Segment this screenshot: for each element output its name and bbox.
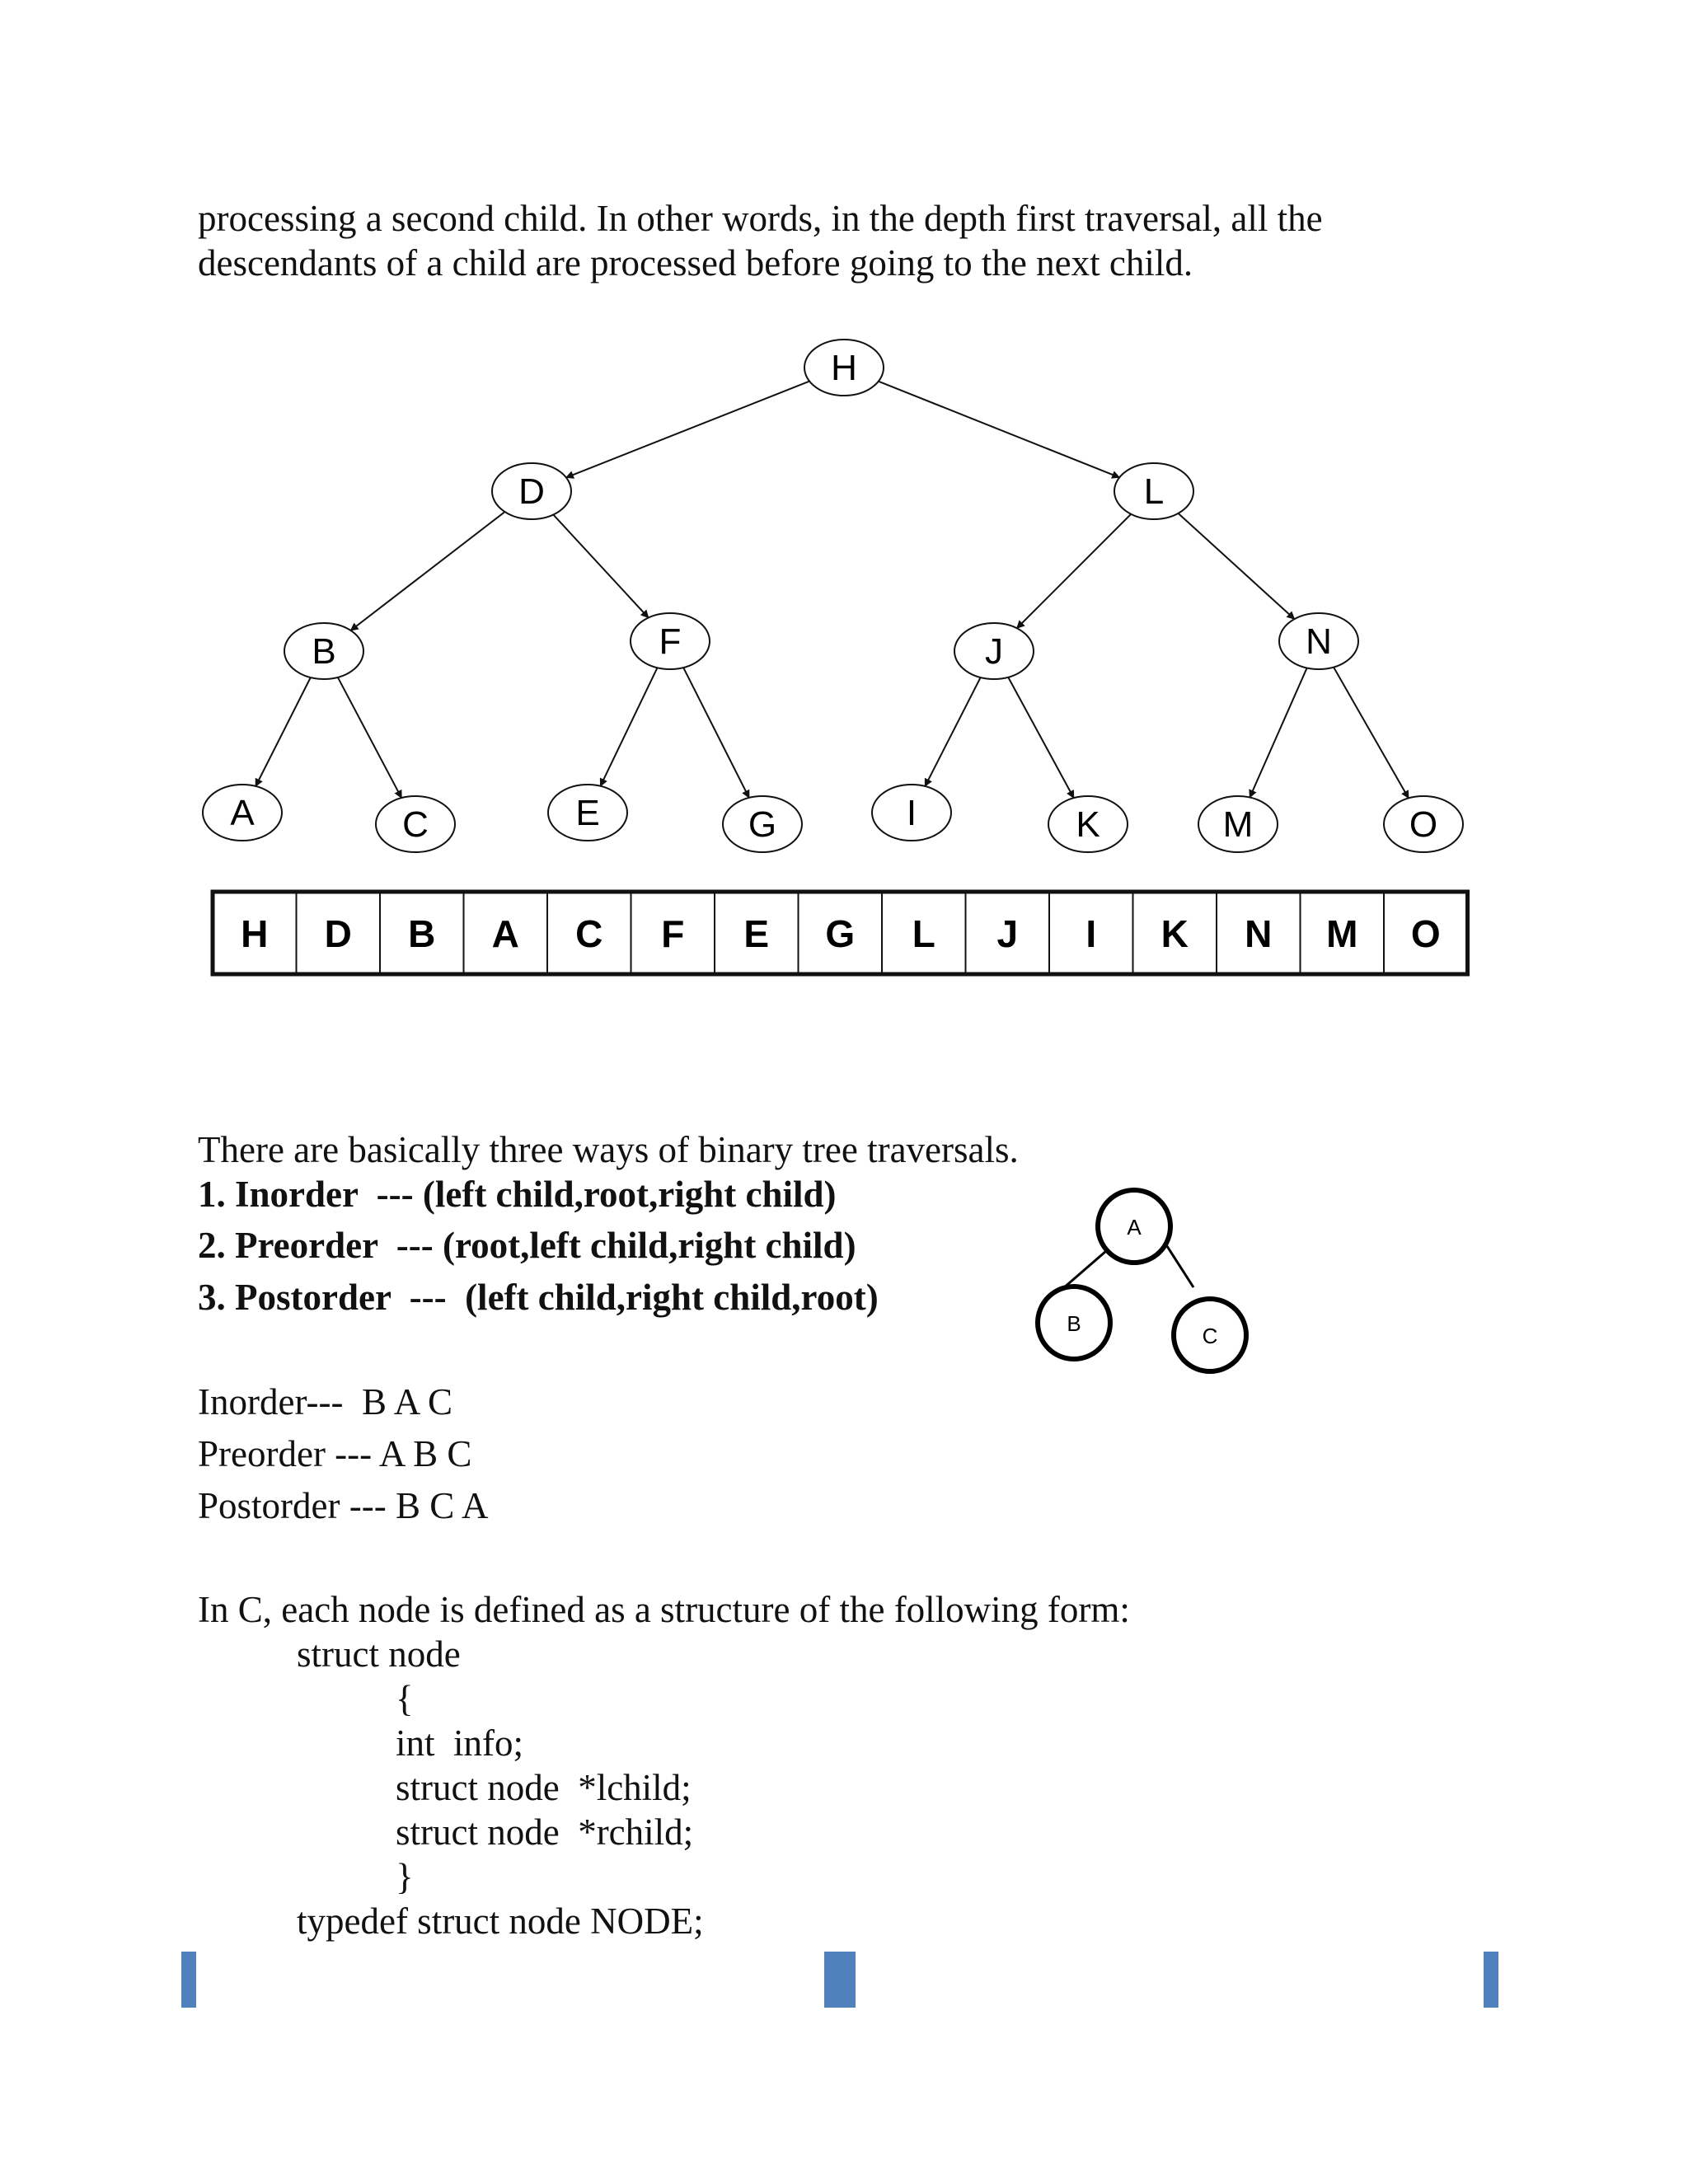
postorder-result: Postorder --- B C A xyxy=(198,1485,489,1526)
order-cell-12: K xyxy=(1160,912,1189,955)
tree-node-label-k: K xyxy=(1076,804,1100,845)
small-node-a-label: A xyxy=(1127,1215,1142,1240)
tree-node-label-j: J xyxy=(985,631,1003,672)
preorder-result: Preorder --- A B C xyxy=(198,1433,472,1474)
tree-node-label-d: D xyxy=(518,471,545,512)
tree-node-label-g: G xyxy=(748,804,777,845)
page-marker-right xyxy=(1484,1952,1498,2008)
inorder-result: Inorder--- B A C xyxy=(198,1381,453,1422)
tree-node-label-o: O xyxy=(1409,804,1438,845)
order-cell-7: E xyxy=(743,912,770,955)
order-cell-5: C xyxy=(575,912,603,955)
edge-a-c xyxy=(1165,1244,1193,1287)
code-intro: In C, each node is defined as a structure of the following form: xyxy=(198,1589,1130,1630)
order-cell-9: L xyxy=(912,912,935,955)
code-line-struct: struct node xyxy=(297,1633,461,1675)
code-line-typedef: typedef struct node NODE; xyxy=(297,1900,704,1942)
order-cell-4: A xyxy=(491,912,519,955)
page-marker-center xyxy=(824,1952,856,2008)
preorder-definition: 2. Preorder --- (root,left child,right child) xyxy=(198,1225,856,1266)
order-cell-15: O xyxy=(1410,912,1441,955)
code-line-info: int info; xyxy=(396,1722,523,1764)
order-cell-14: M xyxy=(1326,912,1358,955)
code-line-rchild: struct node *rchild; xyxy=(396,1811,694,1853)
order-cell-3: B xyxy=(408,912,436,955)
order-cell-2: D xyxy=(324,912,352,955)
tree-node-label-n: N xyxy=(1306,621,1332,662)
order-cell-8: G xyxy=(825,912,856,955)
intro-line-1: processing a second child. In other words, in the depth first traversal, all the xyxy=(198,198,1323,239)
tree-node-label-m: M xyxy=(1222,804,1254,845)
tree-node-label-b: B xyxy=(312,631,336,672)
order-cell-6: F xyxy=(661,912,685,955)
order-cell-13: N xyxy=(1245,912,1273,955)
tree-node-label-c: C xyxy=(402,804,429,845)
order-cell-11: I xyxy=(1085,912,1097,955)
tree-node-label-a: A xyxy=(230,793,255,833)
traversals-intro: There are basically three ways of binary tree traversals. xyxy=(198,1129,1019,1170)
tree-node-label-e: E xyxy=(575,793,600,833)
postorder-definition: 3. Postorder --- (left child,right child,root) xyxy=(198,1277,879,1318)
tree-node-label-i: I xyxy=(906,793,917,833)
tree-node-label-l: L xyxy=(1143,471,1165,512)
code-line-open-brace: { xyxy=(396,1678,414,1719)
intro-line-2: descendants of a child are processed before going to the next child. xyxy=(198,242,1193,284)
small-node-c-label: C xyxy=(1202,1324,1218,1348)
code-line-lchild: struct node *lchild; xyxy=(396,1767,692,1808)
small-node-b-label: B xyxy=(1067,1311,1081,1336)
tree-node-label-f: F xyxy=(659,621,682,662)
page-marker-left xyxy=(181,1952,196,2008)
order-cell-1: H xyxy=(241,912,269,955)
code-line-close-brace: } xyxy=(396,1856,414,1897)
tree-node-label-h: H xyxy=(831,348,857,388)
order-cell-10: J xyxy=(996,912,1019,955)
inorder-definition: 1. Inorder --- (left child,root,right child) xyxy=(198,1174,837,1215)
